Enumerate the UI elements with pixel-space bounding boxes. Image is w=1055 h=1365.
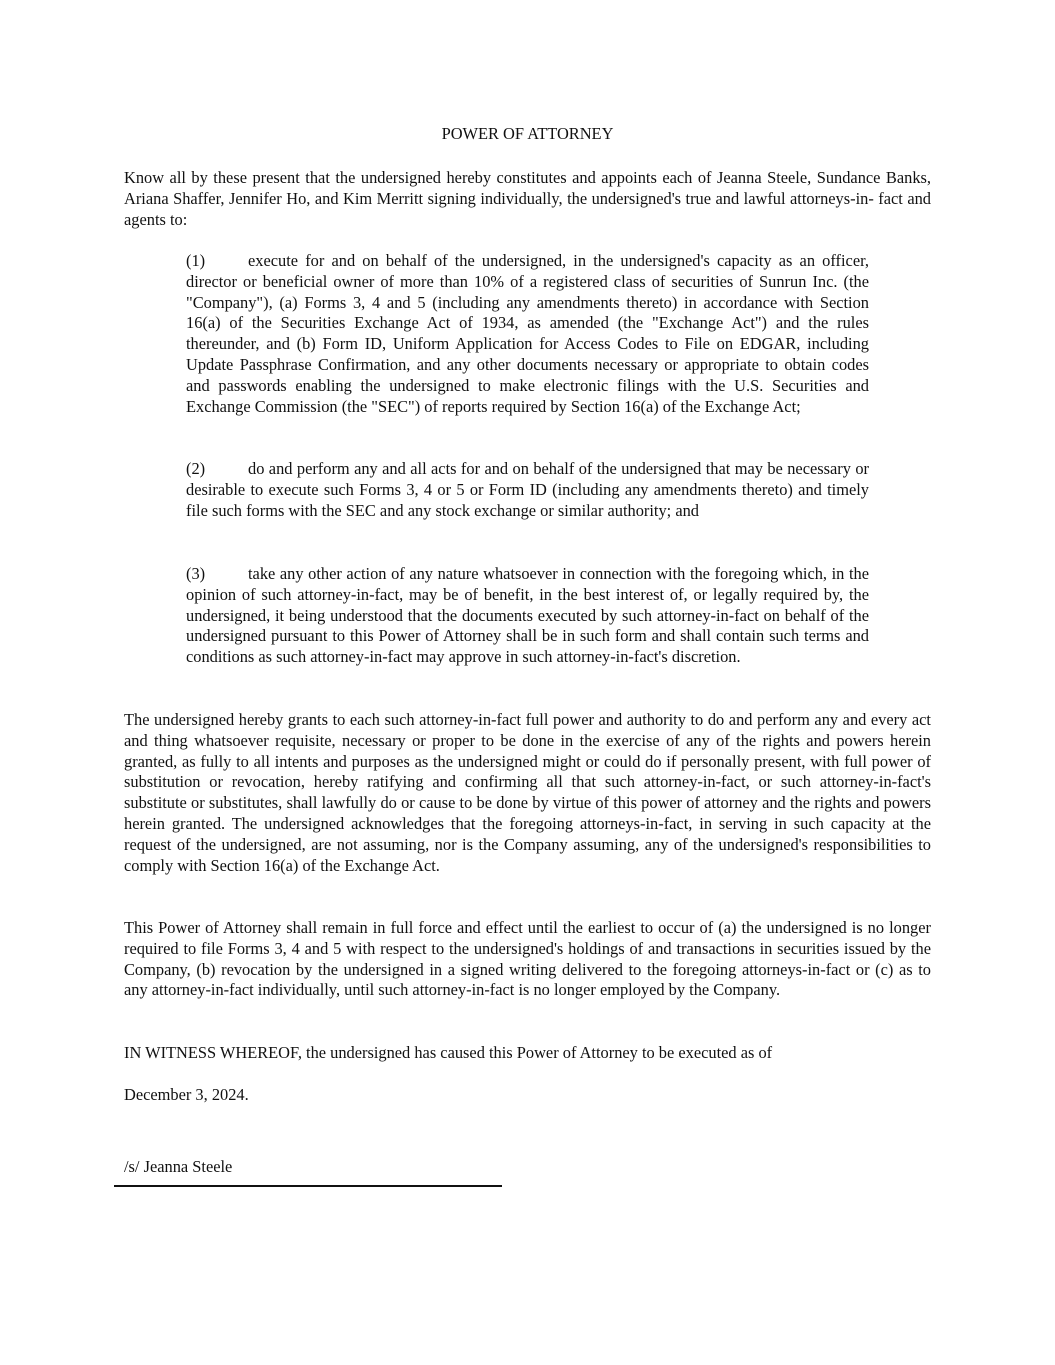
document-title: POWER OF ATTORNEY: [441, 124, 614, 143]
signature-line: [114, 1185, 502, 1187]
witness-paragraph: IN WITNESS WHEREOF, the undersigned has caused this Power of Attorney to be executed as of: [124, 1043, 773, 1062]
list-item-text: do and perform any and all acts for and on behalf of the undersigned that may be necessary or desirable to execute such Forms 3, 4 or 5 or Form ID (including any amendments thereto) and timely file such forms with the SEC and any stock exchange or similar authority; and: [186, 459, 869, 520]
execution-date: December 3, 2024.: [124, 1085, 249, 1104]
term-paragraph: This Power of Attorney shall remain in full force and effect until the earliest to occur of (a) the undersigned is no longer required to file Forms 3, 4 and 5 with respect to the undersigned's holdings of and transactions in securities issued by the Company, (b) revocation by the undersigned in a signed writing delivered to the foregoing attorneys-in-fact or (c) as to any attorney-in-fact individually, until such attorney-in-fact is no longer employed by the Company.: [124, 918, 931, 1000]
list-item-number: (1): [186, 251, 206, 270]
list-item-number: (3): [186, 564, 206, 583]
list-item-1: [186, 251, 869, 417]
list-item-2: [186, 459, 869, 521]
list-item-3: [186, 564, 869, 668]
list-item-text: execute for and on behalf of the undersigned, in the undersigned's capacity as an officer, director or beneficial owner of more than 10% of a registered class of securities of Sunrun Inc. (the "Company"), (a) Forms 3, 4 and 5 (including any amendments thereto) in accordance with Section 16(a) of the Securities Exchange Act of 1934, as amended (the "Exchange Act") and the rules thereunder, and (b) Form ID, Uniform Application for Access Codes to File on EDGAR, including Update Passphrase Confirmation, and any other documents necessary or appropriate to obtain codes and passwords enabling the undersigned to make electronic filings with the U.S. Securities and Exchange Commission (the "SEC") of reports required by Section 16(a) of the Exchange Act;: [186, 251, 869, 416]
intro-paragraph: Know all by these present that the undersigned hereby constitutes and appoints each of Jeanna Steele, Sundance Banks, Ariana Shaffer, Jennifer Ho, and Kim Merritt signing individually, the undersigned's true and lawful attorneys-in- fact and agents to:: [124, 168, 931, 229]
list-item-text: take any other action of any nature whatsoever in connection with the foregoing which, in the opinion of such attorney-in-fact, may be of benefit, in the best interest of, or legally required by, the undersigned, it being understood that the documents executed by such attorney-in-fact on behalf of the undersigned pursuant to this Power of Attorney shall be in such form and shall contain such terms and conditions as such attorney-in-fact may approve in such attorney-in-fact's discretion.: [186, 564, 869, 667]
signature: /s/ Jeanna Steele: [124, 1157, 233, 1176]
grant-paragraph: The undersigned hereby grants to each such attorney-in-fact full power and authority to do and perform any and every act and thing whatsoever requisite, necessary or proper to be done in the exercise of any of the rights and powers herein granted, as fully to all intents and purposes as the undersigned might or could do if personally present, with full power of substitution or revocation, hereby ratifying and confirming all that such attorney-in-fact, or such attorney-in-fact's substitute or substitutes, shall lawfully do or cause to be done by virtue of this power of attorney and the rights and powers herein granted. The undersigned acknowledges that the foregoing attorneys-in-fact, in serving in such capacity at the request of the undersigned, are not assuming, nor is the Company assuming, any of the undersigned's responsibilities to comply with Section 16(a) of the Exchange Act.: [124, 710, 931, 875]
list-item-number: (2): [186, 459, 206, 478]
